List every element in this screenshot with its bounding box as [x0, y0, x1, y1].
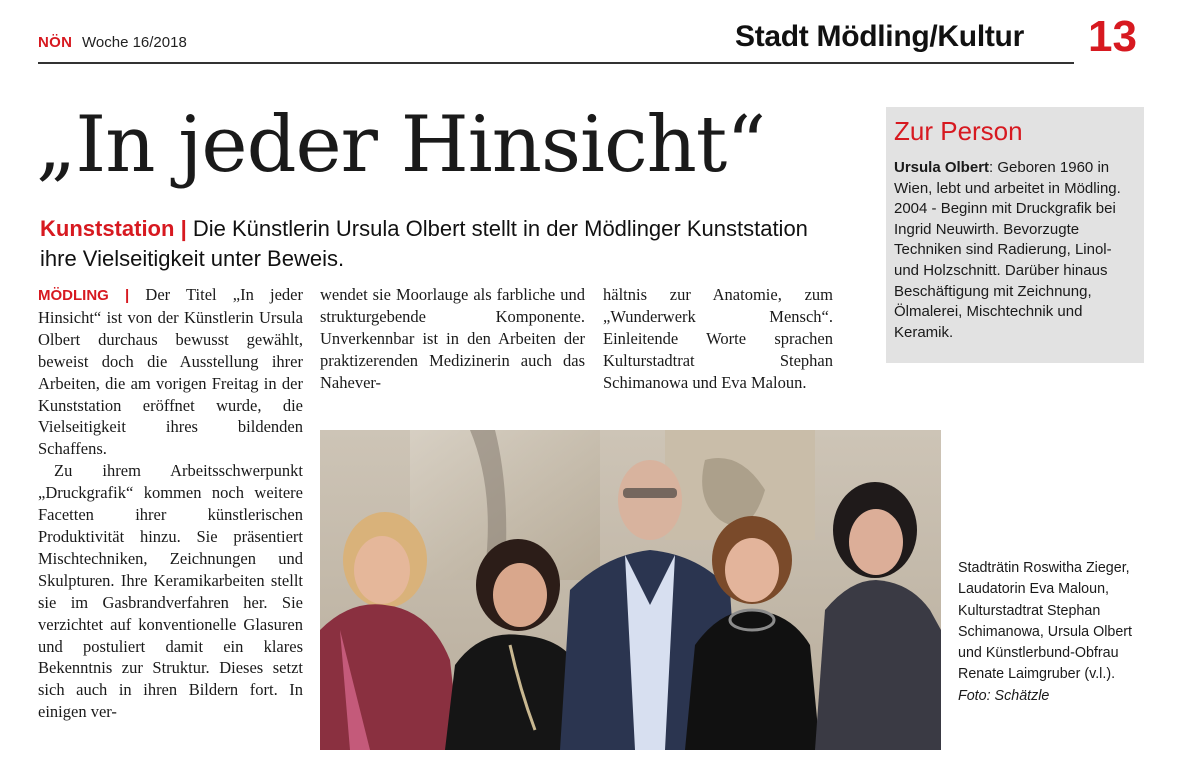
- info-box-body: : Geboren 1960 in Wien, lebt und arbeitet in Mödling. 2004 - Beginn mit Druckgrafik bei Ingrid Neuwirth. Bevorzugte Techniken sind Radierung, Linol- und Holzschnitt. Darüber hinaus Beschäftigung mit Zeichnung, Ölmalerei, Mischtechnik und Keramik.: [894, 159, 1121, 341]
- kicker: [40, 214, 840, 274]
- photo-caption: [958, 558, 1148, 707]
- article-paragraph: [38, 284, 303, 460]
- page-number: 13: [1088, 12, 1137, 61]
- kicker-separator: |: [180, 216, 187, 241]
- dateline: MÖDLING |: [38, 287, 130, 304]
- info-box-name: Ursula Olbert: [894, 159, 990, 176]
- info-box-title: Zur Person: [894, 116, 1023, 146]
- info-box-text: [894, 158, 1138, 343]
- caption-text: Stadträtin Roswitha Zieger, Laudatorin Eva Maloun, Kulturstadtrat Stephan Schimanowa, Ursula Olbert und Künstlerbund-Obfrau Renate Laimgruber (v.l.).: [958, 560, 1133, 683]
- photo-credit: Foto: Schätzle: [958, 687, 1050, 704]
- paragraph-text: Der Titel „In jeder Hinsicht“ ist von der Künstlerin Ursula Olbert durchaus bewusst gewählt, beweist doch die Ausstellung ihrer Arbeiten, die am vorigen Freitag in der Kunststation eröffnet wurde, die Vielseitigkeit ihres bildenden Schaffens.: [38, 285, 303, 459]
- article-column-1: [38, 284, 303, 723]
- publication-logo: NÖN: [38, 34, 73, 51]
- kicker-tag: Kunststation: [40, 216, 175, 241]
- section-title: Stadt Mödling/Kultur: [735, 20, 1024, 53]
- issue-label: Woche 16/2018: [82, 34, 187, 51]
- article-column-3: [603, 284, 833, 394]
- group-photo-illustration: [320, 430, 941, 750]
- article-paragraph: hältnis zur Anatomie, zum „Wunderwerk Mensch“. Einleitende Worte sprachen Kulturstadtrat Stephan Schimanowa und Eva Maloun.: [603, 285, 833, 392]
- kicker-text: Die Künstlerin Ursula Olbert stellt in der Mödlinger Kunststation ihre Vielseitigkeit unter Beweis.: [40, 216, 808, 271]
- headline: „In jeder Hinsicht“: [36, 100, 766, 190]
- article-photo: [320, 430, 941, 750]
- article-paragraph: Zu ihrem Arbeitsschwerpunkt „Druckgrafik“ kommen noch weitere Facetten ihrer künstlerischen Produktivität hinzu. Sie präsentiert Mischtechniken, Zeichnungen und Skulpturen. Ihre Keramikarbeiten stellt sie im Gasbrandverfahren her. Sie verzichtet auf konventionelle Glasuren und postuliert damit ein klares Bekenntnis zur Struktur. Dieses setzt sich auch in ihren Bildern fort. In einigen ver-: [38, 461, 303, 722]
- article-paragraph: wendet sie Moorlauge als farbliche und strukturgebende Komponente. Unverkennbar ist in den Arbeiten der praktizerenden Medizinerin auch das Nahever-: [320, 285, 585, 392]
- article-column-2: [320, 284, 585, 394]
- header-rule: [38, 62, 1074, 64]
